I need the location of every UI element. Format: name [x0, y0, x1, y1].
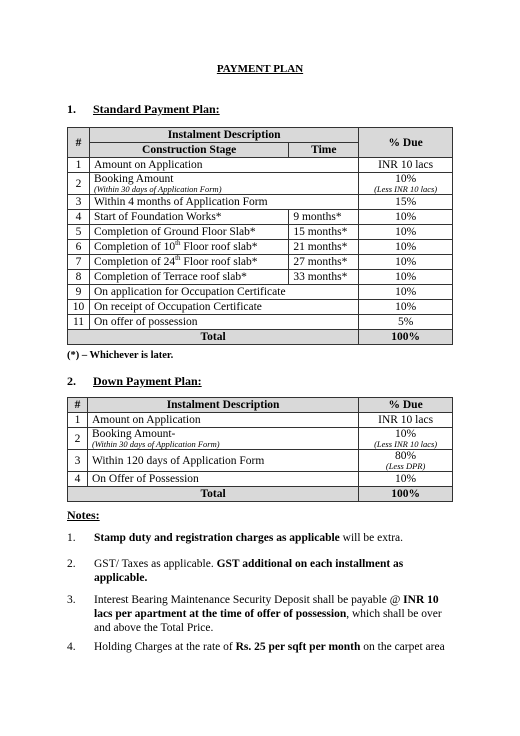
row-index: 4	[68, 472, 88, 487]
notes-heading: Notes:	[67, 508, 100, 522]
header-time: Time	[289, 143, 359, 158]
standard-plan-heading	[67, 102, 220, 117]
note-plain-2: , which shall be over and above the Total Price.	[94, 608, 442, 634]
table-row	[68, 255, 453, 270]
total-value: 100%	[359, 487, 453, 502]
row-index: 2	[68, 428, 88, 450]
note-number: 1.	[67, 532, 76, 544]
footnote: (*) – Whichever is later.	[67, 350, 174, 361]
table-row	[68, 158, 453, 173]
table-row	[68, 195, 453, 210]
note-number: 3.	[67, 594, 76, 606]
row-due: 5%	[359, 315, 453, 330]
total-row	[68, 330, 453, 345]
note-text	[94, 531, 457, 545]
section-title: Down Payment Plan:	[93, 374, 202, 388]
table-row	[68, 413, 453, 428]
note-text	[94, 557, 457, 585]
row-index: 8	[68, 270, 90, 285]
row-index: 1	[68, 158, 90, 173]
total-value: 100%	[359, 330, 453, 345]
row-time: 27 months*	[289, 255, 359, 270]
note-item	[67, 593, 457, 635]
row-stage: Start of Foundation Works*	[89, 210, 288, 225]
standard-plan-table	[67, 127, 453, 345]
row-index: 5	[68, 225, 90, 240]
section-number: 2.	[67, 374, 76, 388]
row-index: 3	[68, 450, 88, 472]
header-hash: #	[68, 128, 90, 158]
row-desc-main: Booking Amount-	[91, 428, 176, 440]
note-bold: INR 10 lacs per apartment at the time of offer of possession	[94, 594, 439, 620]
row-due: 10%	[359, 255, 453, 270]
note-plain: will be extra.	[339, 532, 404, 544]
stage-prefix: Completion of 10	[93, 241, 176, 253]
note-number: 4.	[67, 641, 76, 653]
page-title: PAYMENT PLAN	[216, 63, 304, 75]
table-row	[68, 270, 453, 285]
row-stage	[89, 173, 358, 195]
note-item	[67, 640, 457, 654]
row-due-sub: (Less INR 10 lacs)	[374, 184, 438, 194]
row-stage-main: Booking Amount	[93, 173, 174, 185]
row-due	[359, 173, 453, 195]
note-item	[67, 531, 457, 545]
stage-suffix: Floor roof slab*	[180, 256, 258, 268]
row-due	[359, 450, 453, 472]
row-due: 10%	[359, 300, 453, 315]
note-number: 2.	[67, 558, 76, 570]
row-index: 1	[68, 413, 88, 428]
table-row	[68, 225, 453, 240]
row-stage: On receipt of Occupation Certificate	[89, 300, 358, 315]
table-row	[68, 428, 453, 450]
row-stage	[89, 240, 288, 255]
table-row	[68, 240, 453, 255]
note-bold: Stamp duty and registration charges as applicable	[94, 532, 340, 544]
row-due-sub: (Less INR 10 lacs)	[374, 439, 438, 449]
row-due-main: 80%	[395, 450, 417, 462]
row-due: 10%	[359, 225, 453, 240]
stage-prefix: Completion of 24	[93, 256, 176, 268]
row-due-sub: (Less DPR)	[385, 461, 426, 471]
stage-superscript: th	[175, 239, 181, 248]
section-number: 1.	[67, 102, 76, 116]
note-plain-2: on the carpet area	[360, 641, 445, 653]
row-due-main: 10%	[395, 173, 417, 185]
row-index: 10	[68, 300, 90, 315]
total-label: Total	[68, 330, 359, 345]
row-index: 9	[68, 285, 90, 300]
row-due: INR 10 lacs	[359, 413, 453, 428]
header-stage: Construction Stage	[89, 143, 288, 158]
row-due-main: 10%	[395, 428, 417, 440]
total-row	[68, 487, 453, 502]
row-desc: On Offer of Possession	[87, 472, 358, 487]
row-due: 10%	[359, 270, 453, 285]
row-desc: Amount on Application	[87, 413, 358, 428]
row-stage: Completion of Terrace roof slab*	[89, 270, 288, 285]
header-due: % Due	[359, 398, 453, 413]
stage-suffix: Floor roof slab*	[180, 241, 258, 253]
row-index: 2	[68, 173, 90, 195]
table-row	[68, 210, 453, 225]
note-text	[94, 593, 457, 635]
row-index: 6	[68, 240, 90, 255]
table-row	[68, 450, 453, 472]
header-hash: #	[68, 398, 88, 413]
note-plain: Interest Bearing Maintenance Security Deposit shall be payable @	[94, 594, 404, 606]
note-bold: Rs. 25 per sqft per month	[235, 641, 361, 653]
row-index: 4	[68, 210, 90, 225]
note-plain: Holding Charges at the rate of	[94, 641, 236, 653]
note-bold: GST additional on each installment as applicable.	[94, 558, 404, 584]
row-stage: Completion of Ground Floor Slab*	[89, 225, 288, 240]
row-stage: Amount on Application	[89, 158, 358, 173]
row-time: 21 months*	[289, 240, 359, 255]
header-instalment: Instalment Description	[87, 398, 358, 413]
row-stage	[89, 255, 288, 270]
row-due: INR 10 lacs	[359, 158, 453, 173]
note-text	[94, 640, 457, 654]
stage-superscript: th	[175, 254, 181, 263]
table-row	[68, 285, 453, 300]
row-desc-sub: (Within 30 days of Application Form)	[91, 439, 220, 449]
row-due	[359, 428, 453, 450]
row-stage: Within 4 months of Application Form	[89, 195, 358, 210]
note-plain: GST/ Taxes as applicable.	[94, 558, 217, 570]
row-index: 3	[68, 195, 90, 210]
row-due: 10%	[359, 240, 453, 255]
row-index: 7	[68, 255, 90, 270]
row-due: 10%	[359, 472, 453, 487]
section-title: Standard Payment Plan:	[93, 102, 220, 116]
header-instalment: Instalment Description	[89, 128, 358, 143]
row-due: 10%	[359, 285, 453, 300]
row-due: 10%	[359, 210, 453, 225]
row-desc: Within 120 days of Application Form	[87, 450, 358, 472]
table-row	[68, 300, 453, 315]
table-row	[68, 472, 453, 487]
row-index: 11	[68, 315, 90, 330]
table-row	[68, 173, 453, 195]
total-label: Total	[68, 487, 359, 502]
table-row	[68, 315, 453, 330]
row-stage-sub: (Within 30 days of Application Form)	[93, 184, 222, 194]
row-time: 33 months*	[289, 270, 359, 285]
row-time: 15 months*	[289, 225, 359, 240]
down-payment-table	[67, 397, 453, 502]
note-item	[67, 557, 457, 585]
down-payment-heading	[67, 374, 202, 389]
row-due: 15%	[359, 195, 453, 210]
row-desc	[87, 428, 358, 450]
row-stage: On application for Occupation Certificate	[89, 285, 358, 300]
row-time: 9 months*	[289, 210, 359, 225]
row-stage: On offer of possession	[89, 315, 358, 330]
header-due: % Due	[359, 128, 453, 158]
